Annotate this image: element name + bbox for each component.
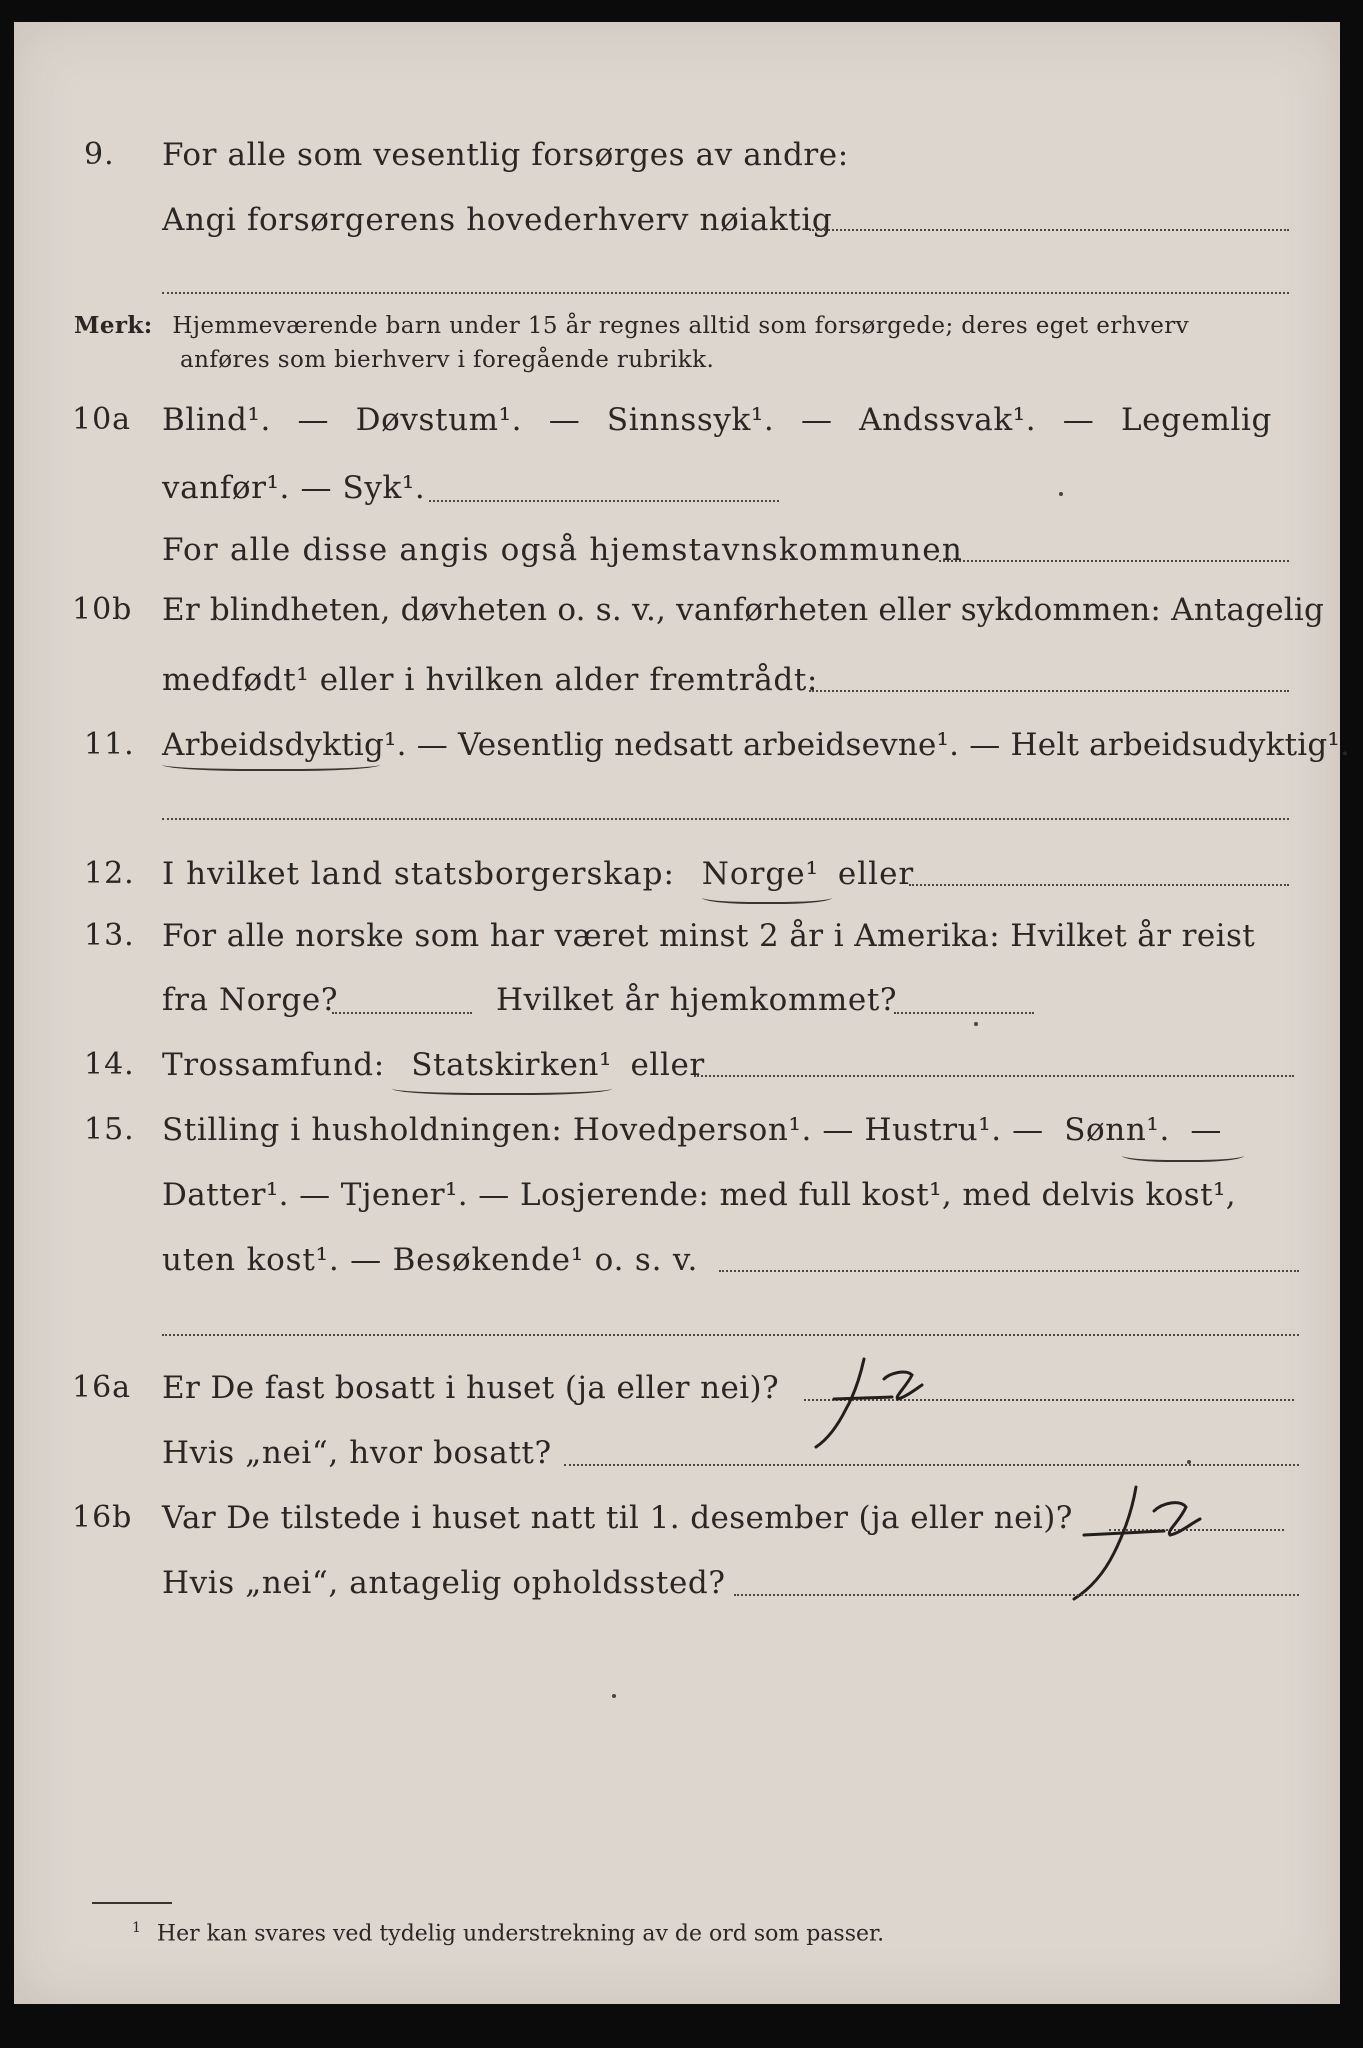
option-text: Blind¹. <box>162 402 271 438</box>
question-12 <box>14 856 1340 910</box>
question-text: Angi forsørgerens hovederhverv nøiaktig <box>162 202 833 238</box>
question-number: 13. <box>84 918 135 953</box>
note-text: Hjemmeværende barn under 15 år regnes alltid som forsørgede; deres eget erhverv <box>172 313 1190 339</box>
question-15-line-2 <box>14 1177 1340 1231</box>
question-16b-line-2 <box>14 1565 1340 1619</box>
question-number: 14. <box>84 1047 135 1082</box>
answer-line[interactable] <box>694 1075 1294 1077</box>
answer-line[interactable] <box>734 1594 1299 1596</box>
note-label: Merk: <box>74 312 153 339</box>
answer-underlined: Statskirken¹ <box>411 1047 613 1083</box>
option-text: Døvstum¹. <box>355 402 523 438</box>
question-text: Var De tilstede i huset natt til 1. desember (ja eller nei)? <box>162 1500 1073 1536</box>
question-text: Datter¹. — Tjener¹. — Losjerende: med full kost¹, med delvis kost¹, <box>162 1177 1237 1213</box>
handwritten-underline <box>1122 1146 1244 1162</box>
question-16a <box>14 1370 1340 1424</box>
option-text: Legemlig <box>1120 402 1272 438</box>
question-text <box>162 1047 705 1083</box>
question-number: 10b <box>72 592 133 627</box>
question-number: 16b <box>72 1500 133 1535</box>
question-text <box>162 1112 1222 1148</box>
question-15-line-3 <box>14 1242 1340 1296</box>
answer-line[interactable] <box>809 690 1289 692</box>
question-text: vanfør¹. — Syk¹. <box>162 470 426 506</box>
question-suffix: eller <box>630 1047 705 1083</box>
question-number: 9. <box>84 137 115 172</box>
handwritten-underline <box>702 888 832 904</box>
question-options: ¹. — Vesentlig nedsatt arbeidsevne¹. — Helt arbeidsudyktig¹. <box>384 727 1351 763</box>
separator: — <box>800 402 833 438</box>
answer-line[interactable] <box>939 560 1289 562</box>
option-text: Sinnssyk¹. <box>606 402 775 438</box>
question-10a-line-2 <box>14 470 1340 524</box>
answer-underlined: Norge¹ <box>701 856 820 892</box>
footnote-text: Her kan svares ved tydelig understrekning av de ord som passer. <box>156 1921 885 1947</box>
question-text: uten kost¹. — Besøkende¹ o. s. v. <box>162 1242 699 1278</box>
note-line-1 <box>74 312 1189 339</box>
question-text: For alle disse angis også hjemstavnskommunen <box>162 532 963 568</box>
question-text: Hvis „nei“, hvor bosatt? <box>162 1435 552 1471</box>
answer-line[interactable] <box>332 1012 472 1014</box>
question-text: medfødt¹ eller i hvilken alder fremtrådt: <box>162 662 818 698</box>
question-prompt: Trossamfund: <box>162 1047 385 1083</box>
answer-line[interactable] <box>894 1012 1034 1014</box>
question-text: Hvis „nei“, antagelig opholdssted? <box>162 1565 726 1601</box>
question-10b <box>14 592 1340 646</box>
paper-speck <box>1187 1460 1191 1464</box>
note-line-2 <box>180 347 714 373</box>
question-suffix: eller <box>837 856 915 892</box>
question-number: 12. <box>84 856 135 891</box>
answer-underlined: Sønn¹. <box>1064 1112 1170 1148</box>
question-number: 16a <box>72 1370 132 1405</box>
question-text <box>162 402 1272 438</box>
answer-line[interactable] <box>909 884 1289 886</box>
handwritten-underline <box>392 1079 612 1095</box>
question-13 <box>14 918 1340 972</box>
question-text <box>162 856 914 892</box>
question-number: 10a <box>72 402 132 437</box>
question-prompt: Stilling i husholdningen: Hovedperson¹. — Hustru¹. — <box>162 1112 1044 1148</box>
paper-speck <box>612 1694 616 1698</box>
note-text: anføres som bierhverv i foregående rubrikk. <box>180 347 715 373</box>
question-10a <box>14 402 1340 456</box>
question-10b-line-2 <box>14 662 1340 716</box>
question-text: Hvilket år hjemkommet? <box>496 982 898 1018</box>
question-9 <box>14 137 1340 191</box>
question-14 <box>14 1047 1340 1101</box>
question-number: 15. <box>84 1112 135 1147</box>
handwritten-underline <box>162 755 380 771</box>
census-form-page <box>14 22 1351 2004</box>
separator: — <box>548 402 581 438</box>
answer-line[interactable] <box>564 1464 1299 1466</box>
answer-line[interactable] <box>429 500 779 502</box>
separator: — <box>1062 402 1095 438</box>
question-13-line-2 <box>14 982 1340 1036</box>
paper-speck <box>1059 492 1063 496</box>
question-11 <box>14 727 1351 781</box>
question-text: For alle som vesentlig forsørges av andre: <box>162 137 849 173</box>
answer-underlined: Arbeidsdyktig <box>162 727 385 763</box>
question-10a-line-3 <box>14 532 1340 586</box>
question-prompt: I hvilket land statsborgerskap: <box>162 856 675 892</box>
question-text: Er De fast bosatt i huset (ja eller nei)? <box>162 1370 780 1406</box>
separator: — <box>1190 1112 1222 1148</box>
footnote <box>132 1920 884 1946</box>
answer-line[interactable] <box>719 1270 1299 1272</box>
question-text: fra Norge? <box>162 982 339 1018</box>
paper-speck <box>974 1022 978 1026</box>
answer-line[interactable] <box>809 229 1289 231</box>
answer-line[interactable] <box>162 292 1289 294</box>
answer-line[interactable] <box>162 818 1289 820</box>
question-text: Er blindheten, døvheten o. s. v., vanførheten eller sykdommen: Antagelig <box>162 592 1325 628</box>
footnote-rule <box>92 1902 172 1904</box>
separator: — <box>297 402 330 438</box>
question-text: For alle norske som har været minst 2 år i Amerika: Hvilket år reist <box>162 918 1256 954</box>
question-number: 11. <box>84 727 135 762</box>
answer-line[interactable] <box>162 1334 1299 1336</box>
option-text: Andssvak¹. <box>859 402 1037 438</box>
footnote-marker: 1 <box>132 1920 141 1936</box>
